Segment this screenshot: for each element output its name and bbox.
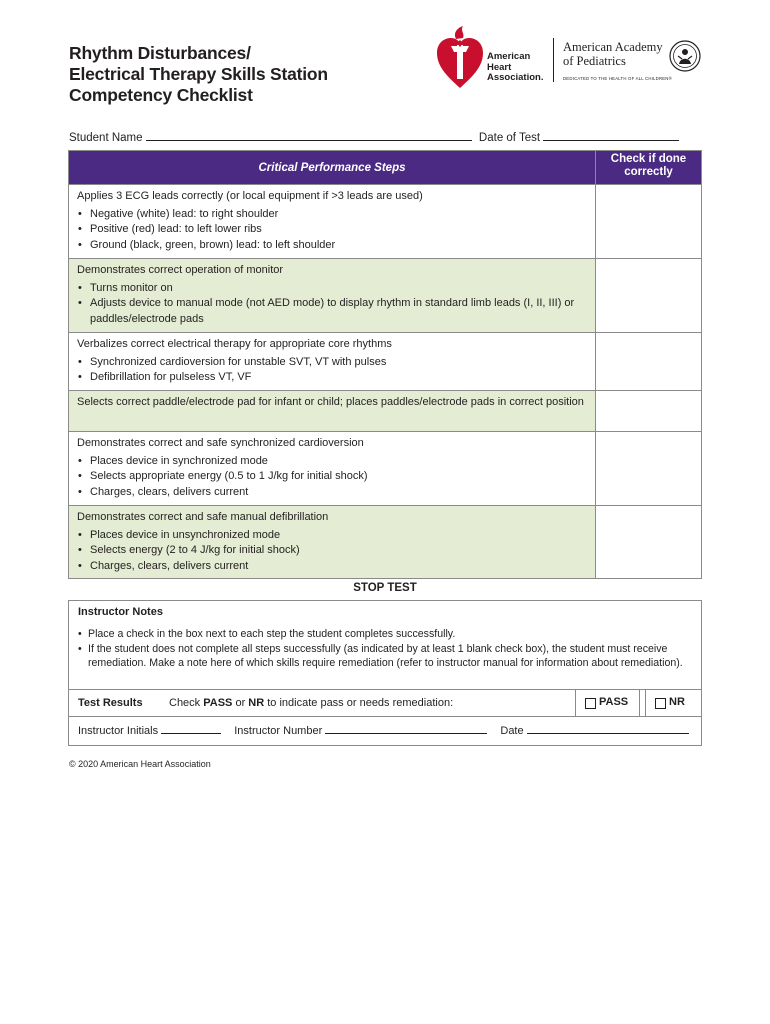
- student-info-line: [69, 130, 699, 144]
- pass-label: PASS: [599, 696, 629, 708]
- check-box-cell[interactable]: [596, 259, 702, 333]
- step-cell: Selects correct paddle/electrode pad for infant or child; places paddles/electrode pads in correct position: [69, 391, 596, 432]
- step-cell: Demonstrates correct and safe manual defibrillation • Places device in unsynchronized mode • Selects energy (2 to 4 J/kg for initial shock) • Charges, clears, delivers current: [69, 506, 596, 579]
- heart-torch-icon: [434, 25, 486, 91]
- aap-logo: [563, 40, 703, 85]
- signoff-date-field[interactable]: [527, 724, 689, 734]
- test-results-instructions: Check PASS or NR to indicate pass or needs remediation:: [169, 697, 454, 709]
- instructor-signoff-row: [78, 724, 693, 737]
- page-title: [69, 43, 328, 106]
- pass-checkbox[interactable]: [585, 698, 596, 709]
- date-of-test-field[interactable]: [543, 130, 679, 141]
- step-bullets: [77, 528, 587, 575]
- list-item: • If the student does not complete all steps successfully (as indicated by at least 1 blank check box), the student must receive remediation. Make a note here of which skills require remediation (refer to instructor manual for information about remediation).: [78, 642, 690, 671]
- step-bullet: • Charges, clears, delivers current: [77, 485, 587, 501]
- student-name-label: Student Name: [69, 132, 143, 144]
- step-bullets: [77, 281, 587, 328]
- step-bullet: • Negative (white) lead: to right shoulder: [77, 207, 587, 223]
- check-box-cell[interactable]: [596, 333, 702, 391]
- copyright-notice: © 2020 American Heart Association: [69, 759, 211, 769]
- instructor-initials-label: Instructor Initials: [78, 725, 159, 737]
- aap-seal-icon: [669, 40, 701, 72]
- check-box-cell[interactable]: [596, 432, 702, 506]
- test-results-row: [69, 689, 701, 717]
- nr-option[interactable]: [645, 690, 701, 716]
- step-bullets: [77, 454, 587, 501]
- column-header-steps: Critical Performance Steps: [69, 151, 596, 185]
- title-line-1: Rhythm Disturbances/: [69, 43, 251, 63]
- aha-logo: [434, 25, 552, 91]
- step-bullet: • Adjusts device to manual mode (not AED mode) to display rhythm in standard limb leads (I, II, III) or paddles/electrode pads: [77, 296, 587, 327]
- table-row: [69, 432, 702, 506]
- step-bullets: [77, 355, 587, 386]
- step-cell: Demonstrates correct operation of monitor • Turns monitor on • Adjusts device to manual mode (not AED mode) to display rhythm in standard limb leads (I, II, III) or paddles/electrode pads: [69, 259, 596, 333]
- nr-label: NR: [669, 696, 685, 708]
- stop-test-label: STOP TEST: [353, 582, 417, 594]
- table-row: [69, 333, 702, 391]
- step-cell: Applies 3 ECG leads correctly (or local equipment if >3 leads are used) • Negative (white) lead: to right shoulder • Positive (red) lead: to left lower ribs • Ground (black, green, brown) lead: to left shoulder: [69, 185, 596, 259]
- column-header-check: Check if done correctly: [596, 151, 702, 185]
- instructor-number-field[interactable]: [325, 724, 487, 734]
- step-bullet: • Charges, clears, delivers current: [77, 559, 587, 575]
- step-bullet: • Positive (red) lead: to left lower ribs: [77, 222, 587, 238]
- pass-option[interactable]: [575, 690, 640, 716]
- step-cell: Verbalizes correct electrical therapy for appropriate core rhythms • Synchronized cardioversion for unstable SVT, VT with pulses • Defibrillation for pulseless VT, VF: [69, 333, 596, 391]
- instructor-number-label: Instructor Number: [234, 725, 323, 737]
- table-row: [69, 259, 702, 333]
- check-box-cell[interactable]: [596, 506, 702, 579]
- aha-wordmark: American Heart Association.: [487, 51, 544, 83]
- table-row: [69, 185, 702, 259]
- title-line-2: Electrical Therapy Skills Station: [69, 64, 328, 84]
- performance-steps-table: [68, 150, 702, 579]
- step-bullet: • Defibrillation for pulseless VT, VF: [77, 370, 587, 386]
- step-bullet: • Ground (black, green, brown) lead: to left shoulder: [77, 238, 587, 254]
- logo-divider: [553, 38, 554, 82]
- step-bullet: • Selects energy (2 to 4 J/kg for initial shock): [77, 543, 587, 559]
- test-results-label: Test Results: [78, 697, 143, 709]
- aap-tagline: DEDICATED TO THE HEALTH OF ALL CHILDREN®: [563, 76, 672, 81]
- date-of-test-label: Date of Test: [478, 132, 541, 144]
- step-bullets: [77, 207, 587, 254]
- aap-wordmark: American Academy of Pediatrics: [563, 40, 663, 68]
- student-name-field[interactable]: [146, 130, 472, 141]
- step-bullet: • Synchronized cardioversion for unstable SVT, VT with pulses: [77, 355, 587, 371]
- instructor-initials-field[interactable]: [161, 724, 221, 734]
- step-cell: Demonstrates correct and safe synchronized cardioversion • Places device in synchronized mode • Selects appropriate energy (0.5 to 1 J/kg for initial shock) • Charges, clears, delivers current: [69, 432, 596, 506]
- check-box-cell[interactable]: [596, 185, 702, 259]
- signoff-date-label: Date: [500, 725, 524, 737]
- check-box-cell[interactable]: [596, 391, 702, 432]
- nr-checkbox[interactable]: [655, 698, 666, 709]
- step-bullet: • Places device in unsynchronized mode: [77, 528, 587, 544]
- step-bullet: • Turns monitor on: [77, 281, 587, 297]
- table-row: [69, 391, 702, 432]
- list-item: • Place a check in the box next to each step the student completes successfully.: [78, 627, 690, 642]
- instructor-notes-list: [78, 627, 690, 671]
- table-row: [69, 506, 702, 579]
- step-bullet: • Places device in synchronized mode: [77, 454, 587, 470]
- title-line-3: Competency Checklist: [69, 85, 253, 105]
- step-bullet: • Selects appropriate energy (0.5 to 1 J/kg for initial shock): [77, 469, 587, 485]
- instructor-notes-title: Instructor Notes: [78, 606, 163, 618]
- instructor-notes-box: [68, 600, 702, 746]
